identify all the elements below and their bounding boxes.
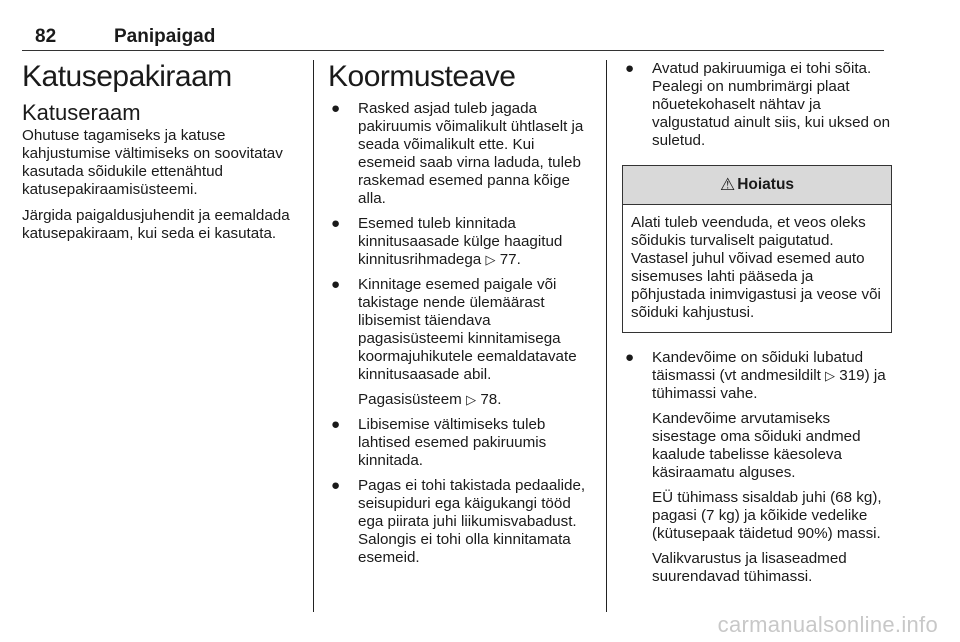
section-heading: Koormusteave: [328, 60, 516, 93]
bullet-icon: ●: [331, 416, 341, 433]
subsection-heading: Katuseraam: [22, 100, 141, 125]
bullet-icon: ●: [331, 215, 341, 232]
column-divider: [313, 60, 314, 612]
page-reference-icon: ▷: [466, 392, 477, 407]
page-reference-icon: ▷: [825, 368, 836, 383]
warning-box: [622, 165, 892, 333]
page-header: [22, 26, 884, 51]
page-reference: 77.: [499, 251, 521, 268]
column-right: [622, 60, 892, 593]
warning-text: Alati tuleb veenduda, et veos oleks sõidukis turvaliselt paigutatud. Vastasel juhul võivad esemed auto sisemuses lahti pääseda ja põhjustada inimvigastusi ja veose või sõiduki kahjustusi.: [631, 214, 881, 321]
warning-title: Hoiatus: [737, 176, 795, 193]
bullet-icon: ●: [625, 60, 635, 77]
list-item: ● Rasked asjad tuleb jagada pakiruumis võimalikult ühtlaselt ja seada võimalikult ette. Kui esemeid saab virna laduda, tuleb raskemad esemed panna kõige alla.: [331, 100, 584, 207]
list-item: ● Libisemise vältimiseks tuleb lahtised esemed pakiruumis kinnitada.: [331, 416, 547, 469]
warning-triangle-icon: ⚠: [719, 175, 736, 194]
list-item: ● Esemed tuleb kinnitada kinnitusaasade külge haagitud kinnitusrihmadega ▷ 77.: [331, 215, 563, 268]
list-item: ● Pagas ei tohi takistada pedaalide, seisupiduri ega käigukangi tööd ega piirata juhi liikumisvabadust. Salongis ei tohi olla kinnitamata esemeid.: [331, 477, 586, 566]
list-item: ● Avatud pakiruumiga ei tohi sõita. Pealegi on numbrimärgi plaat nõuetekohaselt nähtav ja valgustatud ainult siis, kui uksed on suletud.: [625, 60, 891, 149]
bullet-icon: ●: [625, 349, 635, 366]
section-heading: Katusepakiraam: [22, 60, 232, 93]
watermark: carmanualsonline.info: [717, 612, 938, 637]
column-middle: [328, 60, 593, 574]
column-divider: [606, 60, 607, 612]
paragraph: Järgida paigaldusjuhendit ja eemaldada katusepakiraam, kui seda ei kasutata.: [22, 207, 290, 242]
list-subparagraph: Valikvarustus ja lisaseadmed suurendavad tühimassi.: [652, 550, 847, 585]
bullet-icon: ●: [331, 100, 341, 117]
page-title: Panipaigad: [114, 26, 216, 47]
page-reference-icon: ▷: [485, 252, 496, 267]
list-subparagraph: EÜ tühimass sisaldab juhi (68 kg), pagasi (7 kg) ja kõikide vedelike (kütusepaak täidetud 90%) massi.: [652, 489, 882, 542]
column-left: [22, 60, 307, 251]
page-number: 82: [35, 26, 57, 47]
warning-header: [623, 166, 891, 205]
list-item: ● Kandevõime on sõiduki lubatud täismassi (vt andmesildilt ▷ 319) ja tühimassi vahe.: [625, 349, 886, 402]
bullet-icon: ●: [331, 276, 341, 293]
list-subparagraph: Pagasisüsteem ▷ 78.: [358, 391, 502, 408]
bullet-icon: ●: [331, 477, 341, 494]
list-subparagraph: Kandevõime arvutamiseks sisestage oma sõiduki andmed kaalude tabelisse käesoleva käsiraamatu alguses.: [652, 410, 861, 481]
paragraph: Ohutuse tagamiseks ja katuse kahjustumise vältimiseks on soovitatav kasutada sõidukile ettenähtud katusepakiraamisüsteemi.: [22, 127, 283, 198]
list-item: ● Kinnitage esemed paigale või takistage nende ülemäärast libisemist täiendava pagasisüsteemi kinnitamisega koormajuhikutele eemaldatavate kinnitusaasade abil.: [331, 276, 577, 383]
page-reference: 78.: [480, 391, 502, 408]
page-reference: 319) ja tühimassi vahe.: [652, 367, 886, 402]
